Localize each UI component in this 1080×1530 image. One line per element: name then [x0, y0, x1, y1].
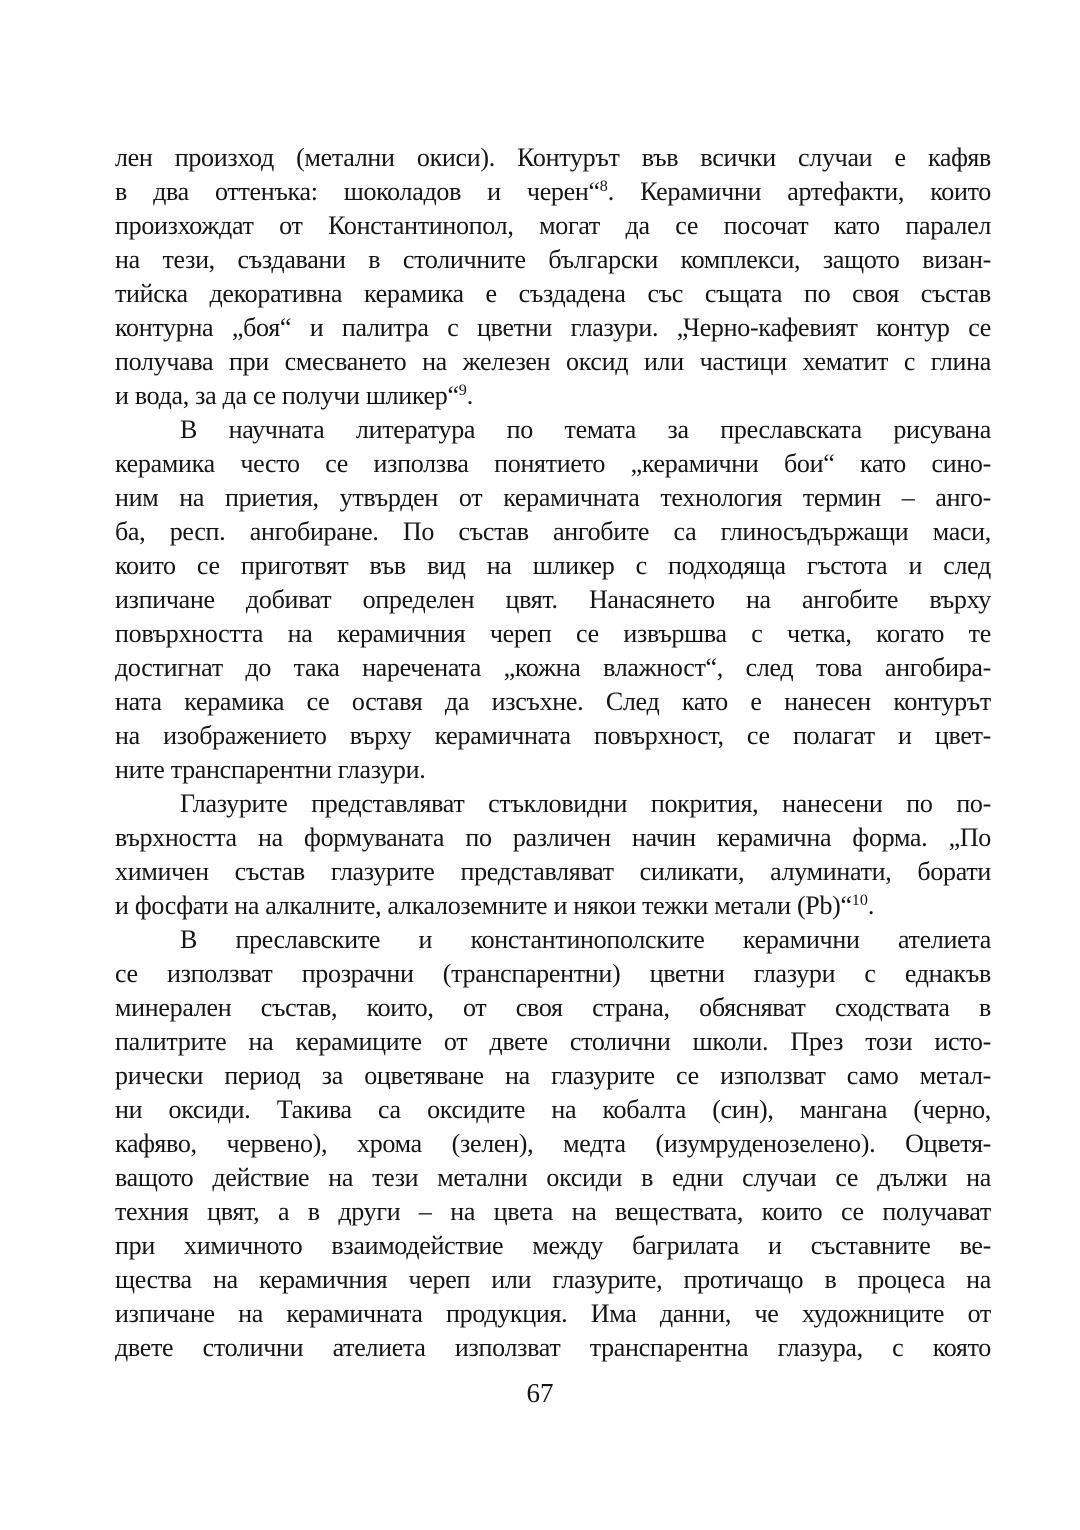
text-line: В научната литература по темата за преславската рисувана: [180, 415, 991, 444]
text-line: ващото действие на тези метални оксиди в едни случаи се дължи на: [115, 1163, 991, 1192]
text-line: ната керамика се оставя да изсъхне. След като е нанесен контурът: [115, 687, 991, 716]
text-line: ни оксиди. Такива са оксидите на кобалта (син), мангана (черно,: [115, 1095, 991, 1124]
text-line: на тези, създавани в столичните български комплекси, защото визан-: [115, 245, 991, 274]
text-line: в два оттенъка: шоколадов и черен“$^8$. Керамични артефакти, които: [115, 177, 991, 206]
body-text: [115, 141, 991, 1365]
text-line: контурна „боя“ и палитра с цветни глазури. „Черно-кафевият контур се: [115, 313, 991, 342]
text-line: керамика често се използва понятието „керамични бои“ като сино-: [115, 449, 991, 478]
text-line: достигнат до така наречената „кожна влажност“, след това ангобира-: [115, 653, 991, 682]
text-line: върхността на формуваната по различен начин керамична форма. „По: [115, 823, 991, 852]
text-line: произхождат от Константинопол, могат да се посочат като паралел: [115, 211, 991, 240]
page-number: 67: [526, 1378, 554, 1408]
text-line: палитрите на керамиците от двете столични школи. През този исто-: [115, 1027, 991, 1056]
text-line: повърхността на керамичния череп се извършва с четка, когато те: [115, 619, 991, 648]
text-line: ним на приетия, утвърден от керамичната технология термин – анго-: [115, 483, 991, 512]
footnote-reference: 9: [458, 382, 467, 400]
text-line: лен произход (метални окиси). Контурът във всички случаи е кафяв: [115, 143, 991, 172]
text-line: Глазурите представляват стъкловидни покрития, нанесени по по-: [180, 789, 991, 818]
footnote-reference: 8: [599, 178, 608, 196]
text-line: минерален състав, които, от своя страна, обясняват сходствата в: [115, 993, 991, 1022]
text-line: получава при смесването на железен оксид или частици хематит с глина: [115, 347, 991, 376]
text-line: ните транспарентни глазури.: [115, 755, 426, 784]
text-line: на изображението върху керамичната повърхност, се полагат и цвет-: [115, 721, 991, 750]
text-line: при химичното взаимодействие между багрилата и съставните ве-: [115, 1231, 991, 1260]
text-line: изпичане на керамичната продукция. Има данни, че художниците от: [115, 1299, 991, 1328]
footnote-reference: 10: [851, 892, 868, 910]
text-line: и вода, за да се получи шликер“$^9$.: [115, 381, 473, 410]
text-line: щества на керамичния череп или глазурите, протичащо в процеса на: [115, 1265, 991, 1294]
text-line: рически период за оцветяване на глазурите се използват само метал-: [115, 1061, 991, 1090]
text-line: двете столични ателиета използват транспарентна глазура, с която: [115, 1333, 991, 1362]
text-line: и фосфати на алкалните, алкалоземните и някои тежки метали (Pb)“$^{10}$.: [115, 891, 875, 920]
text-line: които се приготвят във вид на шликер с подходяща гъстота и след: [115, 551, 991, 580]
text-line: тийска декоративна керамика е създадена със същата по своя състав: [115, 279, 991, 308]
text-line: се използват прозрачни (транспарентни) цветни глазури с еднакъв: [115, 959, 991, 988]
text-line: ба, респ. ангобиране. По състав ангобите са глиносъдържащи маси,: [115, 517, 991, 546]
text-line: кафяво, червено), хрома (зелен), медта (изумруденозелено). Оцветя-: [115, 1129, 991, 1158]
text-line: В преславските и константинополските керамични ателиета: [180, 925, 991, 954]
text-line: изпичане добиват определен цвят. Нанасянето на ангобите върху: [115, 585, 991, 614]
text-line: техния цвят, а в други – на цвета на веществата, които се получават: [115, 1197, 991, 1226]
text-line: химичен състав глазурите представляват силикати, алуминати, борати: [115, 857, 991, 886]
